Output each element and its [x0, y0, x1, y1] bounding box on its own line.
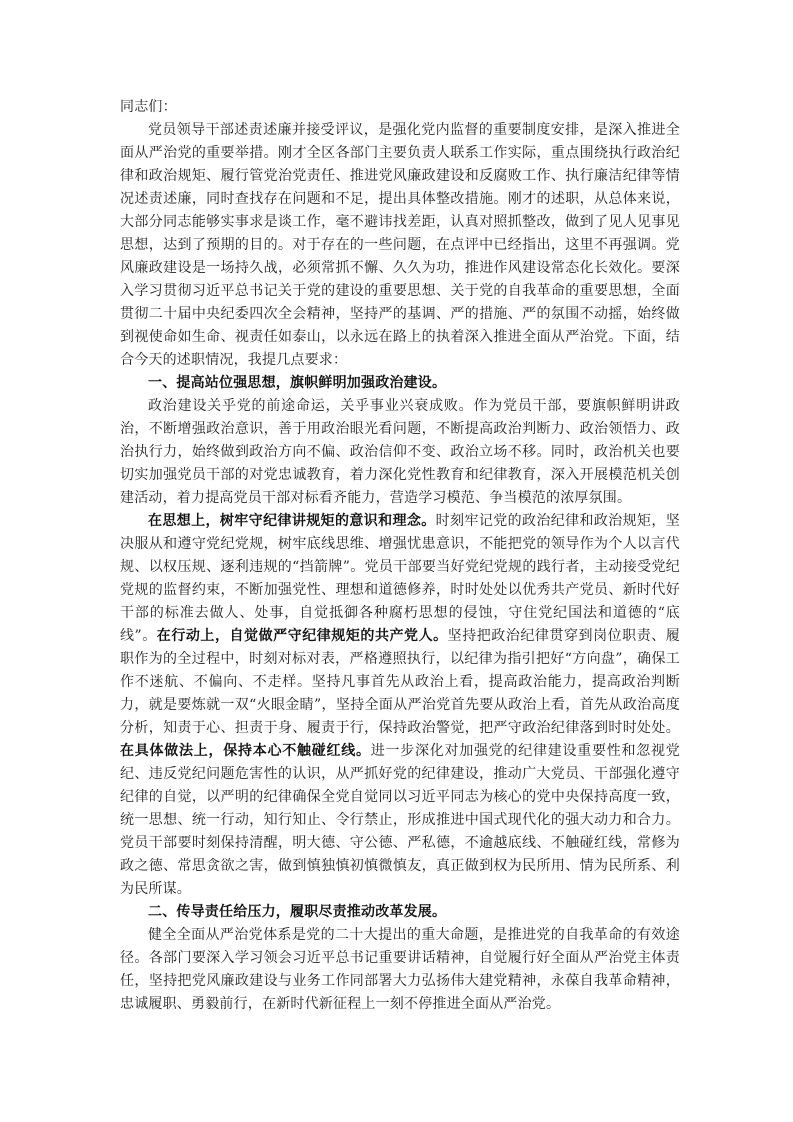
intro-paragraph: 党员领导干部述责述廉并接受评议，是强化党内监督的重要制度安排，是深入推进全面从严治党的重要举措。刚才全区各部门主要负责人联系工作实际，重点围绕执行政治纪律和政治规矩、履行管党治党责任、推进党风廉政建设和反腐败工作、执行廉洁纪律等情况述责述廉，同时查找存在问题和不足，提出具体整改措施。刚才的述职，从总体来说，大部分同志能够实事求是谈工作，毫不避讳找差距，认真对照抓整改，做到了见人见事见思想，达到了预期的目的。对于存在的一些问题，在点评中已经指出，这里不再强调。党风廉政建设是一场持久战，必须常抓不懈、久久为功，推进作风建设常态化长效化。要深入学习贯彻习近平总书记关于党的建设的重要思想、关于党的自我革命的重要思想，全面贯彻二十届中央纪委四次全会精神，坚持严的基调、严的措施、严的氛围不动摇，始终做到视使命如生命、视责任如泰山，以永远在路上的执着深入推进全面从严治党。下面，结合今天的述职情况，我提几点要求： — [120, 122, 680, 368]
practice-text: 进一步深化对加强党的纪律建设重要性和忽视党纪、违反党纪问题危害性的认识，从严抓好党的纪律建设，推动广大党员、干部强化遵守纪律的自觉，以严明的纪律确保全党自觉同以习近平同志为核心的党中央保持高度一致，统一思想、统一行动，知行知止、令行禁止，形成推进中国式现代化的强大动力和合力。党员干部要时刻保持清醒，明大德、守公德、严私德，不逾越底线、不触碰红线，常修为政之德、常思贪欲之害，做到慎独慎初慎微慎友，真正做到权为民所用、情为民所系、利为民所谋。 — [120, 743, 681, 897]
thought-text: 时刻牢记党的政治纪律和政治规矩，坚决服从和遵守党纪党规，树牢底线思维、增强忧患意识，不能把党的领导作为个人以言代规、以权压规、逐利违规的“挡箭牌”。党员干部要当好党纪党规的践行者，主动接受党纪党规的监督约束，不断加强党性、理想和道德修养，时时处处以优秀共产党员、新时代好干部的标准去做人、处事，自觉抵御各种腐朽思想的侵蚀，守住党纪国法和道德的“底线”。 — [120, 513, 681, 644]
salutation: 同志们： — [120, 99, 177, 115]
section-1-heading: 一、提高站位强思想，旗帜鲜明加强政治建设。 — [148, 375, 447, 391]
document-page — [120, 96, 680, 1016]
section-2-paragraph-1: 健全全面从严治党体系是党的二十大提出的重大命题，是推进党的自我革命的有效途径。各部门要深入学习领会习近平总书记重要讲话精神，自觉履行好全面从严治党主体责任，坚持把党风廉政建设与业务工作同部署大力弘扬伟大建党精神，永葆自我革命精神，忠诚履职、勇毅前行，在新时代新征程上一刻不停推进全面从严治党。 — [120, 927, 680, 1012]
action-subheading: 在行动上，自觉做严守纪律规矩的共产党人。 — [156, 628, 448, 644]
section-1-paragraph-2 — [120, 510, 680, 901]
action-text: 坚持把政治纪律贯穿到岗位职责、履职作为的全过程中，时刻对标对表，严格遵照执行，以纪律为指引把好“方向盘”，确保工作不迷航、不偏向、不走样。坚持凡事首先从政治上看，提高政治能力，提高政治判断力，就是要炼就一双“火眼金睛”，坚持全面从严治党首先要从政治上看，首先从政治高度分析，知责于心、担责于身、履责于行，保持政治警觉，把严守政治纪律落到时时处处。 — [120, 628, 680, 736]
section-1-paragraph-1: 政治建设关乎党的前途命运，关乎事业兴衰成败。作为党员干部，要旗帜鲜明讲政治，不断增强政治意识，善于用政治眼光看问题，不断提高政治判断力、政治领悟力、政治执行力，始终做到政治方向不偏、政治信仰不变、政治立场不移。同时，政治机关也要切实加强党员干部的对党忠诚教育，着力深化党性教育和纪律教育，深入开展模范机关创建活动，着力提高党员干部对标看齐能力，营造学习模范、争当模范的浓厚氛围。 — [120, 398, 680, 506]
practice-subheading: 在具体做法上，保持本心不触碰红线。 — [120, 743, 371, 759]
thought-subheading: 在思想上，树牢守纪律讲规矩的意识和理念。 — [148, 513, 436, 529]
section-2-heading: 二、传导责任给压力，履职尽责推动改革发展。 — [148, 904, 447, 920]
